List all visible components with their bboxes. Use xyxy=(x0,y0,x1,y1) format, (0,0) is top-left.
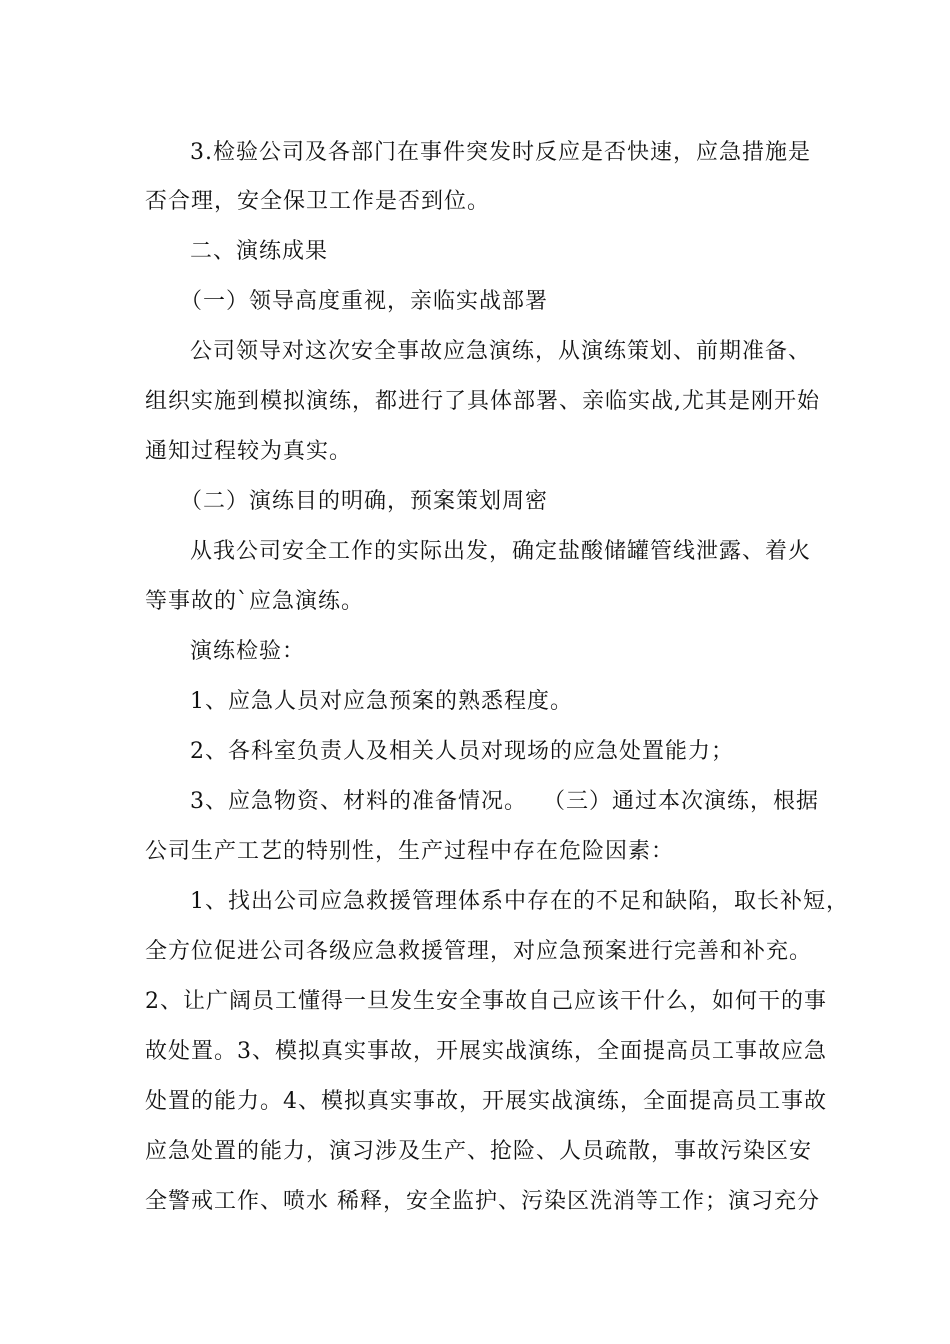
text-line: 处置的能力。4、模拟真实事故，开展实战演练，全面提高员工事故 xyxy=(145,1089,827,1114)
text-line: 组织实施到模拟演练，都进行了具体部署、亲临实战,尤其是刚开始 xyxy=(145,389,820,414)
text-line: 3.检验公司及各部门在事件突发时反应是否快速，应急措施是 xyxy=(190,140,811,165)
subsection-heading: （一）领导高度重视，亲临实战部署 xyxy=(180,289,549,314)
text-line: 应急处置的能力，演习涉及生产、抢险、人员疏散，事故污染区安 xyxy=(145,1139,813,1164)
text-line: 等事故的`应急演练。 xyxy=(145,589,365,614)
text-line: 从我公司安全工作的实际出发，确定盐酸储罐管线泄露、着火 xyxy=(190,539,812,564)
list-item: 1、找出公司应急救援管理体系中存在的不足和缺陷，取长补短， xyxy=(190,889,849,914)
text-line: 演练检验： xyxy=(190,639,306,664)
list-item: 1、应急人员对应急预案的熟悉程度。 xyxy=(190,689,573,714)
text-line: 通知过程较为真实。 xyxy=(145,439,353,464)
list-item: 3、应急物资、材料的准备情况。 （三）通过本次演练，根据 xyxy=(190,789,819,814)
text-line: 否合理，安全保卫工作是否到位。 xyxy=(145,189,491,214)
section-heading: 二、演练成果 xyxy=(190,239,329,264)
text-line: 公司生产工艺的特别性，生产过程中存在危险因素： xyxy=(145,839,675,864)
subsection-heading: （二）演练目的明确，预案策划周密 xyxy=(180,489,549,514)
text-line: 2、让广阔员工懂得一旦发生安全事故自己应该干什么，如何干的事 xyxy=(145,989,827,1014)
text-line: 公司领导对这次安全事故应急演练，从演练策划、前期准备、 xyxy=(190,339,812,364)
text-line: 故处置。3、模拟真实事故，开展实战演练，全面提高员工事故应急 xyxy=(145,1039,827,1064)
list-item: 2、各科室负责人及相关人员对现场的应急处置能力； xyxy=(190,739,734,764)
text-line: 全方位促进公司各级应急救援管理，对应急预案进行完善和补充。 xyxy=(145,939,813,964)
text-line: 全警戒工作、喷水 稀释，安全监护、污染区洗消等工作；演习充分 xyxy=(145,1189,820,1214)
